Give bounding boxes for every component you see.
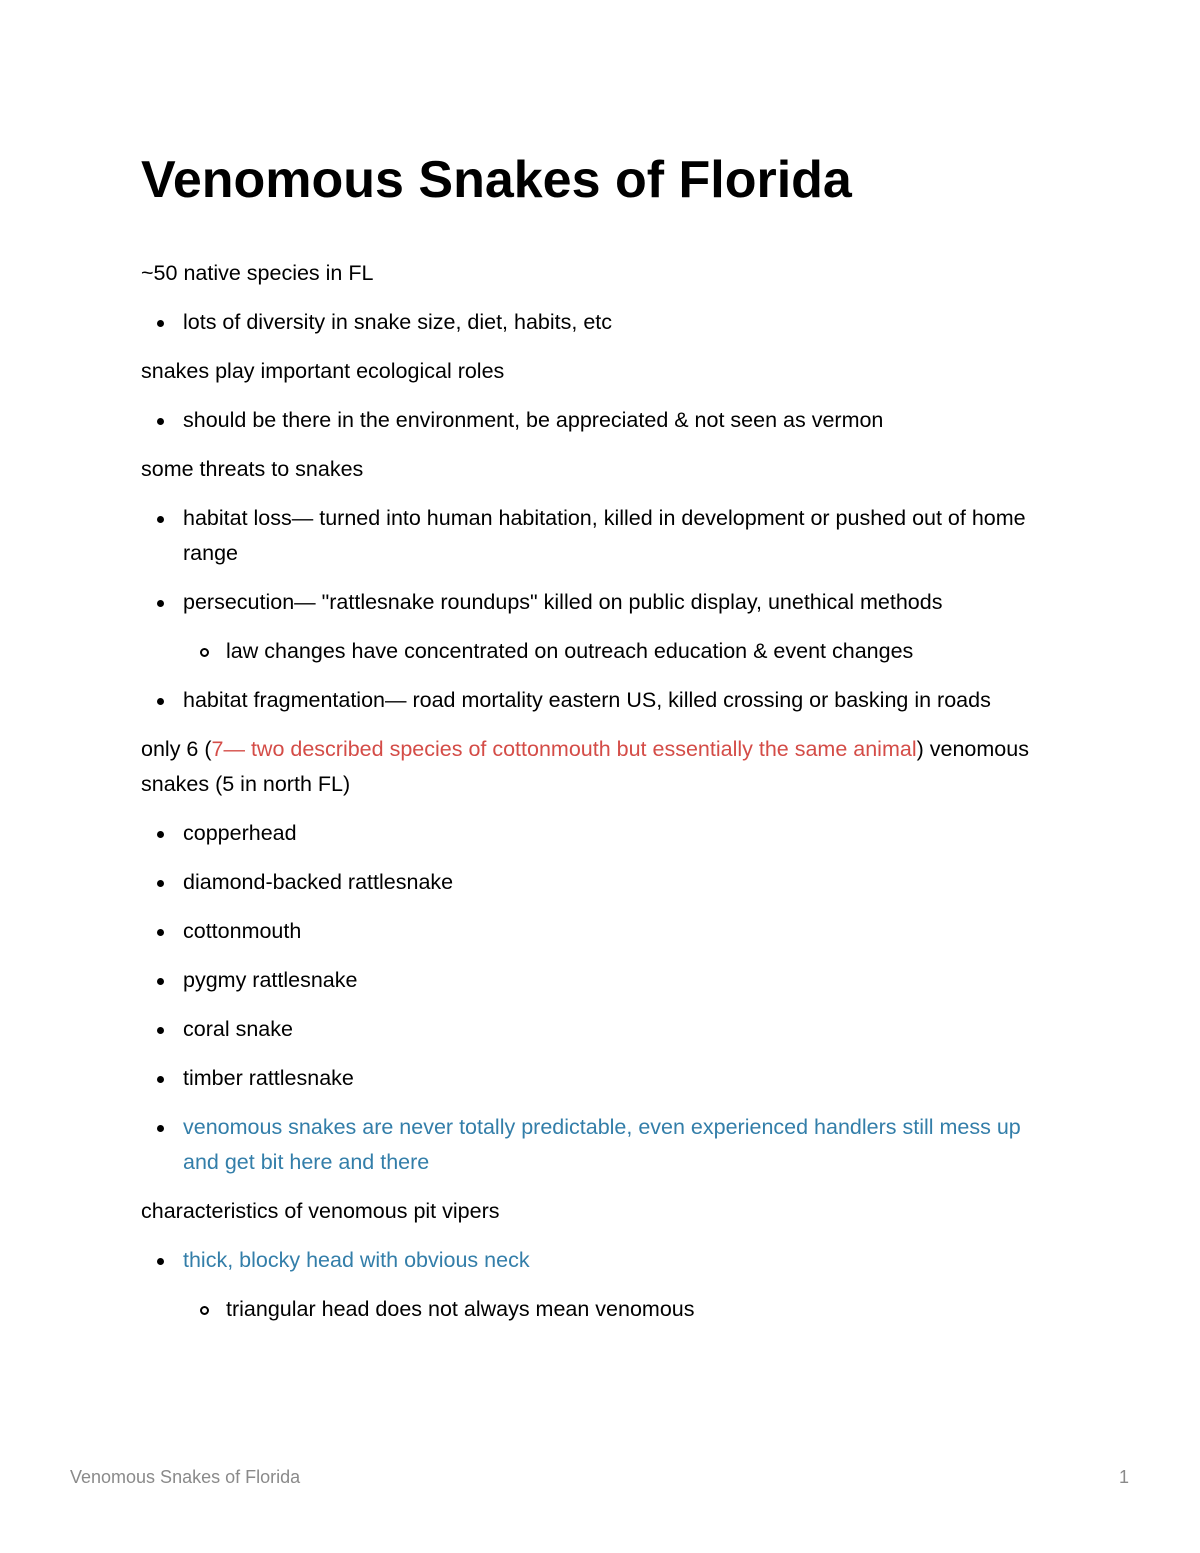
list-item: habitat loss— turned into human habitation, killed in development or pushed out of home range — [141, 501, 1061, 571]
venomous-heading-start: only 6 ( — [141, 737, 212, 761]
footer-title: Venomous Snakes of Florida — [70, 1467, 301, 1487]
list-item — [141, 1243, 1061, 1327]
threats-sublist — [183, 634, 1061, 669]
list-item — [141, 585, 1061, 669]
species-list — [141, 305, 1061, 340]
roles-list — [141, 403, 1061, 438]
threats-list — [141, 501, 1061, 718]
document-body — [141, 256, 1061, 1341]
sub-list-item: law changes have concentrated on outreach education & event changes — [183, 634, 1061, 669]
list-item: cottonmouth — [141, 914, 1061, 949]
venomous-heading — [141, 732, 1061, 802]
list-item-blue-note: venomous snakes are never totally predictable, even experienced handlers still mess up and get bit here and there — [141, 1110, 1061, 1180]
page-title: Venomous Snakes of Florida — [141, 151, 852, 209]
page-number: 1 — [1118, 1467, 1129, 1487]
list-item: timber rattlesnake — [141, 1061, 1061, 1096]
pit-vipers-heading: characteristics of venomous pit vipers — [141, 1199, 500, 1223]
list-item: diamond-backed rattlesnake — [141, 865, 1061, 900]
list-item-text: persecution— "rattlesnake roundups" killed on public display, unethical methods — [183, 590, 943, 614]
pit-vipers-sublist — [183, 1292, 1061, 1327]
venomous-heading-red-note: 7— two described species of cottonmouth but essentially the same animal — [211, 737, 917, 761]
pit-vipers-list — [141, 1243, 1061, 1327]
roles-heading: snakes play important ecological roles — [141, 359, 505, 383]
list-item: lots of diversity in snake size, diet, habits, etc — [141, 305, 1061, 340]
sub-list-item: triangular head does not always mean venomous — [183, 1292, 1061, 1327]
list-item: coral snake — [141, 1012, 1061, 1047]
list-item: habitat fragmentation— road mortality eastern US, killed crossing or basking in roads — [141, 683, 1061, 718]
list-item-blue-text: thick, blocky head with obvious neck — [183, 1248, 530, 1272]
venomous-species-list — [141, 816, 1061, 1180]
list-item: copperhead — [141, 816, 1061, 851]
species-heading: ~50 native species in FL — [141, 261, 374, 285]
list-item: pygmy rattlesnake — [141, 963, 1061, 998]
list-item: should be there in the environment, be appreciated & not seen as vermon — [141, 403, 1061, 438]
venomous-heading-end: ) venomous snakes (5 in north FL) — [141, 737, 1029, 796]
threats-heading: some threats to snakes — [141, 457, 364, 481]
